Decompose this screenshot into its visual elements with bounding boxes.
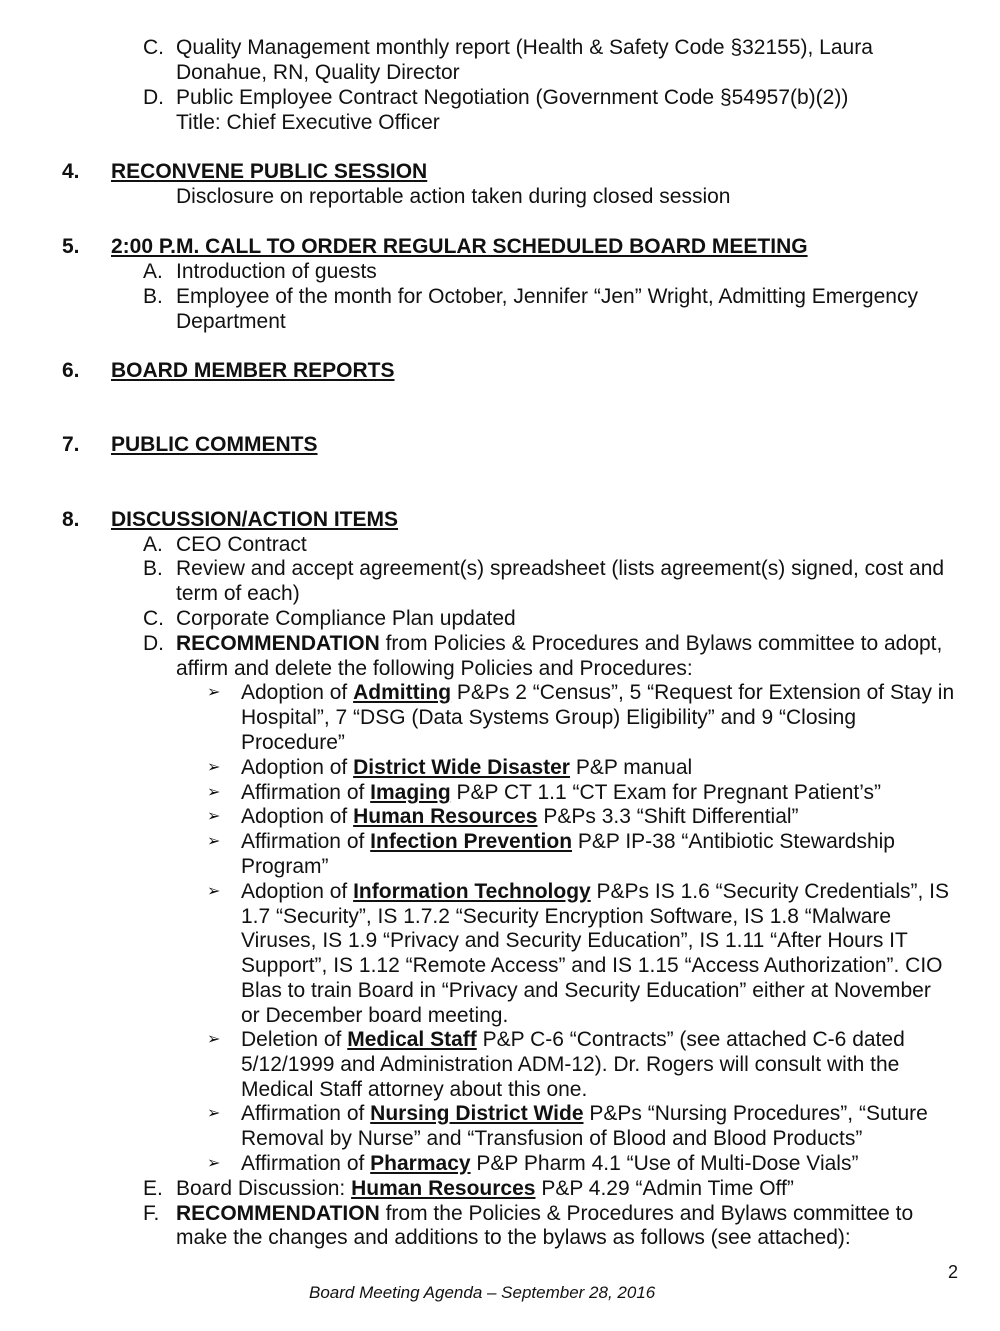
bullet-suffix: P&Ps 3.3 “Shift Differential”: [537, 805, 799, 828]
bullet-term: Information Technology: [353, 880, 591, 903]
bullet-medical-staff: [241, 1027, 905, 1052]
bullet-term: District Wide Disaster: [353, 756, 570, 779]
section-7-number: 7.: [62, 433, 80, 456]
footer-text: Board Meeting Agenda – September 28, 2016: [309, 1283, 656, 1302]
bullet-suffix: P&Ps IS 1.6 “Security Credentials”, IS: [590, 880, 950, 903]
recommendation-label: RECOMMENDATION: [176, 1202, 380, 1225]
bullet-term: Nursing District Wide: [370, 1102, 584, 1125]
bullet-nursing-line2: Removal by Nurse” and “Transfusion of Blood and Blood Products”: [241, 1127, 863, 1150]
bullet-suffix: P&P C-6 “Contracts” (see attached C-6 dated: [476, 1028, 905, 1051]
section-5-b-letter: B.: [143, 285, 163, 308]
bullet-arrow-icon: ➢: [207, 833, 221, 850]
section-8-e-text: [176, 1176, 794, 1201]
section-6-number: 6.: [62, 359, 80, 382]
section-8-c-letter: C.: [143, 607, 164, 630]
section-8-b-line2: term of each): [176, 582, 300, 605]
bullet-it-line5: Blas to train Board in “Privacy and Security Education” either at November: [241, 979, 931, 1002]
bullet-pharmacy: [241, 1151, 858, 1176]
section-8-d-line1: [176, 631, 942, 656]
bullet-prefix: Affirmation of: [241, 781, 371, 804]
bullet-arrow-icon: ➢: [207, 1155, 221, 1172]
section-8-a-text: CEO Contract: [176, 533, 307, 556]
bullet-prefix: Affirmation of: [241, 1102, 371, 1125]
bullet-admitting-line3: Procedure”: [241, 731, 345, 754]
bullet-admitting: [241, 680, 954, 705]
bullet-arrow-icon: ➢: [207, 684, 221, 701]
section-4-number: 4.: [62, 160, 80, 183]
bullet-term: Medical Staff: [347, 1028, 477, 1051]
bullet-infection-line2: Program”: [241, 855, 329, 878]
section-5-b-line2: Department: [176, 310, 286, 333]
bullet-it-line2: 1.7 “Security”, IS 1.7.2 “Security Encryption Software, IS 1.8 “Malware: [241, 905, 892, 928]
item-c-line1: Quality Management monthly report (Health & Safety Code §32155), Laura: [176, 36, 873, 59]
bullet-arrow-icon: ➢: [207, 1105, 221, 1122]
bullet-prefix: Adoption of: [241, 805, 354, 828]
bullet-suffix: P&Ps 2 “Census”, 5 “Request for Extension of Stay in: [451, 681, 955, 704]
bullet-term: Human Resources: [353, 805, 538, 828]
bullet-it-line6: or December board meeting.: [241, 1004, 509, 1027]
section-4-title: RECONVENE PUBLIC SESSION: [111, 160, 428, 183]
bullet-term: Imaging: [370, 781, 451, 804]
bullet-suffix: P&P manual: [569, 756, 693, 779]
section-8-d-letter: D.: [143, 632, 164, 655]
bullet-prefix: Adoption of: [241, 681, 354, 704]
e-prefix: Board Discussion:: [176, 1177, 352, 1200]
bullet-infection-prevention: [241, 829, 895, 854]
item-d-line2: Title: Chief Executive Officer: [176, 111, 440, 134]
section-5-b-line1: Employee of the month for October, Jennifer “Jen” Wright, Admitting Emergency: [176, 285, 918, 308]
bullet-arrow-icon: ➢: [207, 784, 221, 801]
bullet-suffix: P&P CT 1.1 “CT Exam for Pregnant Patient’s”: [450, 781, 881, 804]
bullet-term: Pharmacy: [370, 1152, 471, 1175]
section-8-f-line1-rest: from the Policies & Procedures and Bylaws committee to: [379, 1202, 914, 1225]
section-8-d-line1-rest: from Policies & Procedures and Bylaws committee to adopt,: [379, 632, 943, 655]
bullet-term: Admitting: [353, 681, 452, 704]
section-8-title: DISCUSSION/ACTION ITEMS: [111, 508, 399, 531]
item-d-letter: D.: [143, 86, 164, 109]
section-5-title: 2:00 P.M. CALL TO ORDER REGULAR SCHEDULED BOARD MEETING: [111, 235, 808, 258]
section-6-title: BOARD MEMBER REPORTS: [111, 359, 395, 382]
bullet-nursing: [241, 1101, 928, 1126]
section-8-e-letter: E.: [143, 1177, 163, 1200]
bullet-human-resources: [241, 804, 799, 829]
bullet-arrow-icon: ➢: [207, 1031, 221, 1048]
bullet-suffix: P&P Pharm 4.1 “Use of Multi-Dose Vials”: [470, 1152, 859, 1175]
bullet-medical-line3: Medical Staff attorney about this one.: [241, 1078, 588, 1101]
section-5-number: 5.: [62, 235, 80, 258]
section-5-a-letter: A.: [143, 260, 163, 283]
bullet-suffix: P&P IP-38 “Antibiotic Stewardship: [572, 830, 895, 853]
section-8-d-line2: affirm and delete the following Policies and Procedures:: [176, 657, 693, 680]
section-5-a-text: Introduction of guests: [176, 260, 377, 283]
section-4-body: Disclosure on reportable action taken during closed session: [176, 185, 731, 208]
bullet-it-line4: Support”, IS 1.12 “Remote Access” and IS 1.15 “Access Authorization”. CIO: [241, 954, 943, 977]
item-d-line1: Public Employee Contract Negotiation (Government Code §54957(b)(2)): [176, 86, 849, 109]
section-8-f-letter: F.: [143, 1202, 160, 1225]
section-8-b-line1: Review and accept agreement(s) spreadsheet (lists agreement(s) signed, cost and: [176, 557, 945, 580]
bullet-disaster: [241, 755, 692, 780]
bullet-medical-line2: 5/12/1999 and Administration ADM-12). Dr. Rogers will consult with the: [241, 1053, 900, 1076]
bullet-prefix: Adoption of: [241, 756, 354, 779]
bullet-admitting-line2: Hospital”, 7 “DSG (Data Systems Group) Eligibility” and 9 “Closing: [241, 706, 857, 729]
bullet-suffix: P&Ps “Nursing Procedures”, “Suture: [583, 1102, 928, 1125]
bullet-term: Infection Prevention: [370, 830, 573, 853]
section-7-title: PUBLIC COMMENTS: [111, 433, 318, 456]
item-c-line2: Donahue, RN, Quality Director: [176, 61, 460, 84]
bullet-arrow-icon: ➢: [207, 883, 221, 900]
e-suffix: P&P 4.29 “Admin Time Off”: [535, 1177, 794, 1200]
page-number: 2: [948, 1262, 959, 1282]
bullet-prefix: Affirmation of: [241, 830, 371, 853]
section-8-c-text: Corporate Compliance Plan updated: [176, 607, 516, 630]
bullet-information-technology: [241, 879, 949, 904]
bullet-it-line3: Viruses, IS 1.9 “Privacy and Security Education”, IS 1.11 “After Hours IT: [241, 929, 908, 952]
section-8-f-line2: make the changes and additions to the bylaws as follows (see attached):: [176, 1226, 851, 1249]
bullet-prefix: Deletion of: [241, 1028, 348, 1051]
bullet-imaging: [241, 780, 881, 805]
bullet-prefix: Affirmation of: [241, 1152, 371, 1175]
section-8-a-letter: A.: [143, 533, 163, 556]
section-8-number: 8.: [62, 508, 80, 531]
bullet-arrow-icon: ➢: [207, 759, 221, 776]
item-c-letter: C.: [143, 36, 164, 59]
bullet-arrow-icon: ➢: [207, 808, 221, 825]
bullet-prefix: Adoption of: [241, 880, 354, 903]
section-8-f-line1: [176, 1201, 913, 1226]
section-8-b-letter: B.: [143, 557, 163, 580]
e-term: Human Resources: [351, 1177, 536, 1200]
recommendation-label: RECOMMENDATION: [176, 632, 380, 655]
